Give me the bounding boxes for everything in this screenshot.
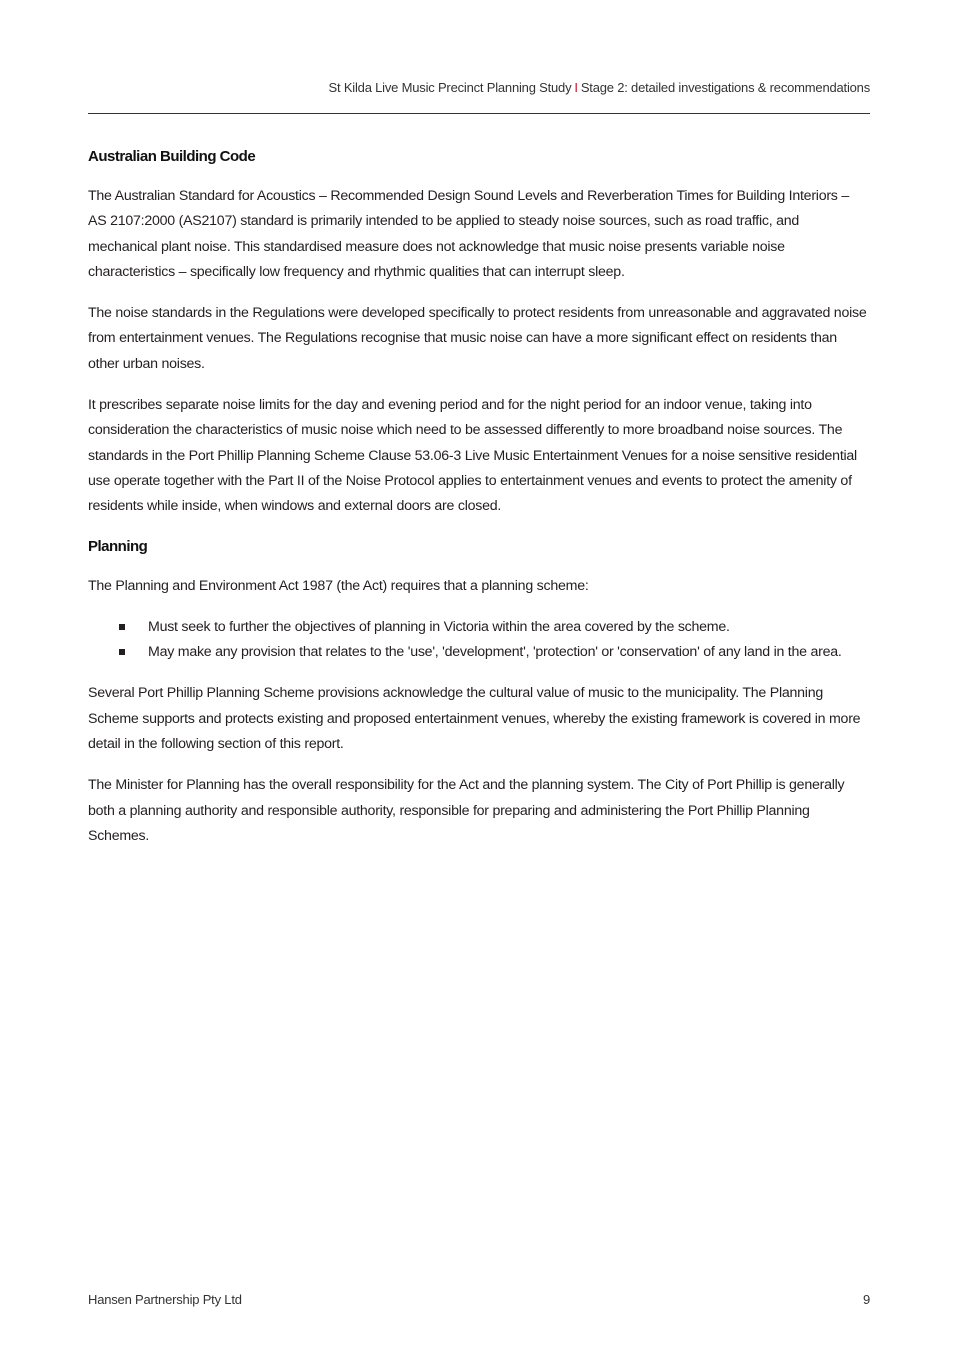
page-header [88,78,870,114]
paragraph: The Minister for Planning has the overall responsibility for the Act and the planning system. The City of Port Phillip is generally both a planning authority and responsible authority, responsible for preparing and administering the Port Phillip Planning Schemes. [88,777,845,844]
footer-company: Hansen Partnership Pty Ltd [88,1292,242,1307]
document-body [88,146,870,865]
bullet-list [88,615,870,666]
section-heading-planning: Planning [88,537,148,555]
section-heading-building-code: Australian Building Code [88,148,256,165]
header-title: St Kilda Live Music Precinct Planning Study [328,80,572,95]
paragraph: The noise standards in the Regulations were developed specifically to protect residents from unreasonable and aggravated noise from entertainment venues. The Regulations recognise that music noise can have a more significant effect on residents than other urban noises. [88,305,867,372]
list-item [88,615,870,640]
square-bullet-icon [119,624,125,630]
paragraph: The Australian Standard for Acoustics – Recommended Design Sound Levels and Reverberation Times for Building Interiors – AS 2107:2000 (AS2107) standard is primarily intended to be applied to steady noise sources, such as road traffic, and mechanical plant noise. This standardised measure does not acknowledge that music noise presents variable noise characteristics – specifically low frequency and rhythmic qualities that can interrupt sleep. [88,188,849,280]
header-separator: I [574,80,578,95]
header-text [329,80,870,95]
square-bullet-icon [119,649,125,655]
page-number: 9 [862,1292,870,1307]
paragraph: Several Port Phillip Planning Scheme provisions acknowledge the cultural value of music to the municipality. The Planning Scheme supports and protects existing and proposed entertainment venues, whereby the existing framework is covered in more detail in the following section of this report. [88,685,861,753]
list-item-text: Must seek to further the objectives of planning in Victoria within the area covered by the scheme. [148,618,730,635]
header-subtitle: Stage 2: detailed investigations & recommendations [580,80,870,95]
list-item-text: May make any provision that relates to the 'use', 'development', 'protection' or 'conservation' of any land in the area. [148,644,842,661]
paragraph: It prescribes separate noise limits for the day and evening period and for the night period for an indoor venue, taking into consideration the characteristics of music noise which need to be assessed differently to more broadband noise sources. The standards in the Port Phillip Planning Scheme Clause 53.06-3 Live Music Entertainment Venues for a noise sensitive residential use operate together with the Part II of the Noise Protocol applies to entertainment venues and events to protect the amenity of residents while inside, when windows and external doors are closed. [88,397,857,515]
paragraph-intro: The Planning and Environment Act 1987 (the Act) requires that a planning scheme: [88,577,589,594]
list-item [88,640,870,665]
